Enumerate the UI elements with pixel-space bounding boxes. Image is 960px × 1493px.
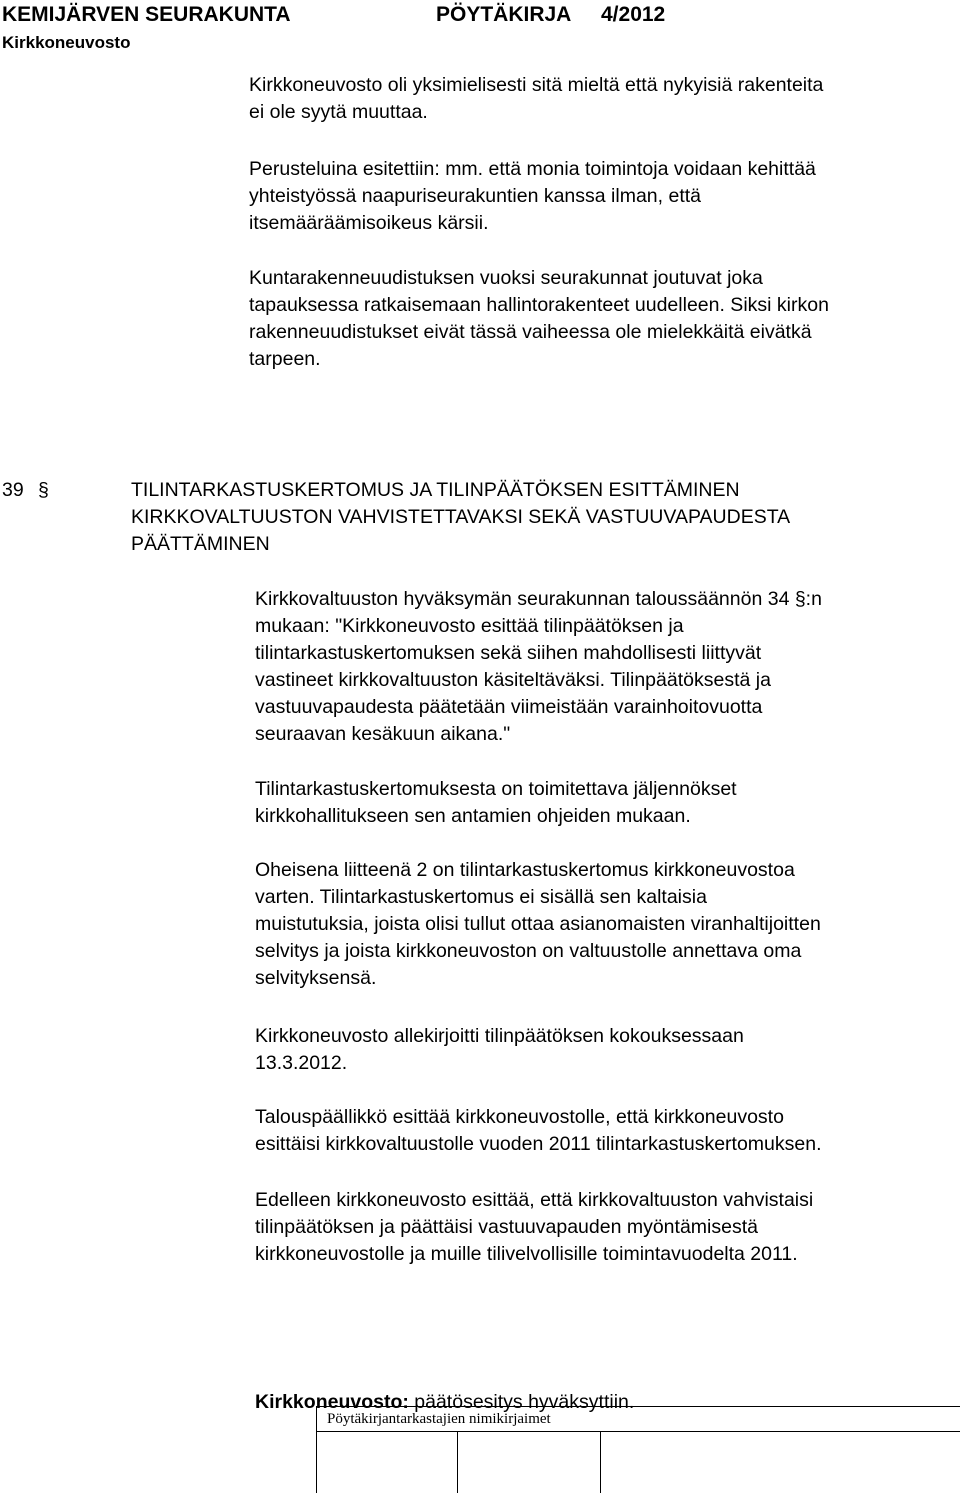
signature-box [316, 1406, 960, 1493]
text-line: tilintarkastuskertomuksen sekä siihen mahdollisesti liittyvät [255, 642, 762, 664]
text-line: Kirkkovaltuuston hyväksymän seurakunnan taloussäännön 34 §:n [255, 588, 822, 610]
text-line: ei ole syytä muuttaa. [249, 101, 428, 123]
text-line: seuraavan kesäkuun aikana." [255, 723, 511, 745]
text-line: Kuntarakenneuudistuksen vuoksi seurakunnat joutuvat joka [249, 267, 763, 289]
text-line: Edelleen kirkkoneuvosto esittää, että kirkkovaltuuston vahvistaisi [255, 1189, 814, 1211]
intro-paragraph [249, 265, 829, 373]
section-sign: § [38, 479, 49, 501]
signature-cell-divider [457, 1431, 458, 1493]
text-line: esittäisi kirkkovaltuustolle vuoden 2011 tilintarkastuskertomuksen. [255, 1133, 822, 1155]
text-line: tilinpäätöksen ja päättäisi vastuuvapauden myöntämisestä [255, 1216, 758, 1238]
title-line: PÄÄTTÄMINEN [131, 533, 270, 555]
text-line: tarpeen. [249, 348, 321, 370]
title-line: TILINTARKASTUSKERTOMUS JA TILINPÄÄTÖKSEN ESITTÄMINEN [131, 479, 740, 501]
text-line: kirkkoneuvostolle ja muille tilivelvollisille toimintavuodelta 2011. [255, 1243, 798, 1265]
text-line: muistutuksia, joista olisi tullut ottaa asianomaisten viranhaltijoitten [255, 913, 821, 935]
signature-cell-divider [600, 1431, 601, 1493]
document-number: 4/2012 [601, 3, 666, 26]
text-line: mukaan: "Kirkkoneuvosto esittää tilinpäätöksen ja [255, 615, 684, 637]
section-paragraph [255, 857, 821, 992]
text-line: varten. Tilintarkastuskertomus ei sisällä sen kaltaisia [255, 886, 707, 908]
signature-box-label: Pöytäkirjantarkastajien nimikirjaimet [327, 1411, 551, 1427]
text-line: Talouspäällikkö esittää kirkkoneuvostolle, että kirkkoneuvosto [255, 1106, 784, 1128]
text-line: Kirkkoneuvosto oli yksimielisesti sitä mieltä että nykyisiä rakenteita [249, 74, 824, 96]
text-line: selvityksensä. [255, 967, 377, 989]
section-paragraph [255, 1023, 744, 1077]
text-line: rakenneuudistukset eivät tässä vaiheessa ole mielekkäitä eivätkä [249, 321, 812, 343]
text-line: tapauksessa ratkaisemaan hallintorakenteet uudelleen. Siksi kirkon [249, 294, 829, 316]
title-line: KIRKKOVALTUUSTON VAHVISTETTAVAKSI SEKÄ VASTUUVAPAUDESTA [131, 506, 791, 528]
text-line: Oheisena liitteenä 2 on tilintarkastuskertomus kirkkoneuvostoa [255, 859, 795, 881]
text-line: itsemääräämisoikeus kärsii. [249, 212, 489, 234]
intro-paragraph [249, 72, 823, 126]
text-line: vastineet kirkkovaltuuston käsiteltäväksi. Tilinpäätöksestä ja [255, 669, 771, 691]
text-line: yhteistyössä naapuriseurakuntien kanssa ilman, että [249, 185, 702, 207]
text-line: Tilintarkastuskertomuksesta on toimitettava jäljennökset [255, 778, 737, 800]
text-line: selvitys ja joista kirkkoneuvoston on valtuustolle annettava oma [255, 940, 802, 962]
text-line: Kirkkoneuvosto allekirjoitti tilinpäätöksen kokouksessaan [255, 1025, 744, 1047]
text-line: Perusteluina esitettiin: mm. että monia toimintoja voidaan kehittää [249, 158, 816, 180]
text-line: 13.3.2012. [255, 1052, 348, 1074]
section-title [131, 477, 790, 558]
text-line: kirkkohallitukseen sen antamien ohjeiden mukaan. [255, 805, 691, 827]
decision-text: päätösesitys hyväksyttiin. [408, 1391, 635, 1413]
document-type: PÖYTÄKIRJA [436, 3, 572, 26]
body-name: Kirkkoneuvosto [2, 33, 131, 52]
section-number: 39 [2, 479, 24, 501]
decision-label: Kirkkoneuvosto: [255, 1391, 409, 1413]
section-paragraph [255, 586, 822, 748]
section-paragraph [255, 1187, 813, 1268]
section-paragraph [255, 1104, 822, 1158]
organization-name: KEMIJÄRVEN SEURAKUNTA [2, 3, 291, 26]
section-paragraph [255, 776, 737, 830]
signature-box-divider [317, 1431, 960, 1432]
intro-paragraph [249, 156, 816, 237]
text-line: vastuuvapaudesta päätetään viimeistään varainhoitovuotta [255, 696, 763, 718]
